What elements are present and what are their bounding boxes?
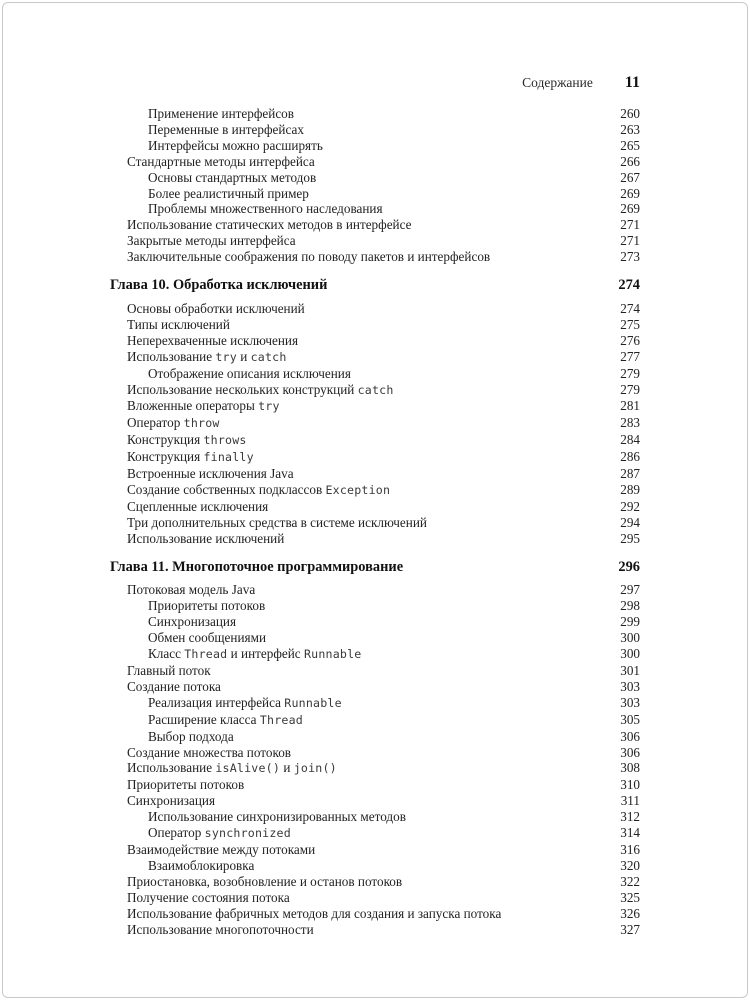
code-token: isAlive() (215, 761, 281, 776)
code-token: finally (203, 450, 254, 465)
toc-entry-page: 267 (620, 169, 640, 185)
toc-entry-row (110, 614, 640, 630)
toc-entry-page: 300 (620, 646, 640, 662)
toc-entry-row (110, 598, 640, 614)
toc-entry-title: Приоритеты потоков (127, 777, 245, 793)
toc-entry-title: Взаимодействие между потоками (127, 841, 316, 857)
toc-entry-row (110, 170, 640, 186)
toc-entry-row (110, 186, 640, 202)
toc-entry-page: 322 (620, 873, 640, 889)
toc-entry-page: 260 (620, 106, 640, 121)
toc-entry-row (110, 201, 640, 217)
toc-chapter-row (110, 278, 640, 294)
toc-entry-row (110, 646, 640, 663)
toc-entry-page: 311 (620, 793, 640, 809)
toc-entry-page: 296 (618, 558, 640, 575)
toc-entry-title: Получение состояния потока (127, 889, 290, 905)
toc-entry-page: 298 (620, 598, 640, 614)
toc-entry-title: Использование try и catch (127, 348, 287, 364)
toc-entry-title: Оператор synchronized (148, 825, 291, 841)
toc-entry-row (110, 729, 640, 745)
code-token: try (258, 399, 280, 414)
toc-entry-row (110, 122, 640, 138)
toc-entry-page: 273 (620, 249, 640, 265)
toc-entry-page: 284 (620, 432, 640, 448)
toc-entry-title: Класс Thread и интерфейс Runnable (148, 646, 362, 662)
toc-entry-page: 274 (618, 277, 640, 294)
toc-entry-page: 269 (620, 185, 640, 201)
toc-entry-row (110, 154, 640, 170)
toc-entry-row (110, 858, 640, 874)
toc-entry-row (110, 449, 640, 466)
toc-entry-page: 277 (620, 348, 640, 364)
toc-entry-row (110, 906, 640, 922)
toc-entry-title: Использование isAlive() и join() (127, 760, 337, 776)
toc-entry-row (110, 333, 640, 349)
toc-entry-title: Главный поток (127, 663, 211, 678)
toc-entry-page: 275 (620, 316, 640, 332)
code-token: catch (357, 382, 394, 397)
toc-entry-page: 271 (620, 217, 640, 233)
toc-entry-page: 287 (620, 466, 640, 482)
toc-entry-page: 271 (620, 233, 640, 249)
toc-entry-title: Приостановка, возобновление и останов потоков (127, 873, 403, 889)
toc-entry-row (110, 679, 640, 695)
toc-entry-page: 326 (620, 905, 640, 921)
toc-entry-title: Использование нескольких конструкций catch (127, 381, 394, 397)
toc-entry-row (110, 663, 640, 679)
toc-entry-page: 306 (620, 744, 640, 760)
toc-entry-row (110, 482, 640, 499)
toc-entry-page: 306 (620, 728, 640, 744)
code-token: join() (293, 761, 337, 776)
code-token: Exception (325, 482, 391, 497)
toc-entry-row (110, 890, 640, 906)
toc-entry-row (110, 922, 640, 938)
toc-entry-title: Интерфейсы можно расширять (148, 137, 323, 153)
toc-entry-title: Конструкция finally (127, 449, 254, 465)
toc-entry-page: 286 (620, 449, 640, 465)
toc-entry-title: Конструкция throws (127, 432, 247, 448)
running-head-title: Содержание (522, 75, 593, 90)
toc-entry-page: 281 (620, 398, 640, 414)
toc-entry-title: Отображение описания исключения (148, 365, 351, 381)
toc-entry-row (110, 874, 640, 890)
code-token: throw (183, 416, 220, 431)
toc-entry-title: Использование фабричных методов для создания и запуска потока (127, 905, 502, 921)
toc-entry-title: Закрытые методы интерфейса (127, 233, 296, 249)
toc-entry-row (110, 515, 640, 531)
code-token: Thread (184, 647, 228, 662)
toc-entry-title: Синхронизация (148, 614, 237, 630)
toc-entry-row (110, 398, 640, 415)
code-token: synchronized (204, 826, 291, 841)
toc-entry-row (110, 809, 640, 825)
code-token: try (215, 349, 237, 364)
toc-entry-title: Переменные в интерфейсах (148, 121, 304, 137)
toc-entry-title: Вложенные операторы try (127, 398, 280, 414)
toc-entry-row (110, 745, 640, 761)
toc-entry-title: Создание потока (127, 678, 221, 694)
toc-entry-page: 295 (620, 530, 640, 546)
toc-entry-title: Взаимоблокировка (148, 857, 255, 873)
toc-entry-row (110, 777, 640, 793)
toc-entry-title: Неперехваченные исключения (127, 332, 299, 348)
toc-entry-title: Приоритеты потоков (148, 598, 266, 614)
toc-entry-page: 289 (620, 481, 640, 497)
toc-chapter-row (110, 560, 640, 576)
toc-entry-row (110, 217, 640, 233)
toc-entry-title: Применение интерфейсов (148, 106, 295, 121)
toc-entry-page: 308 (620, 760, 640, 776)
toc-entry-title: Использование исключений (127, 530, 285, 546)
toc-entry-row (110, 301, 640, 317)
toc-entry-page: 320 (620, 857, 640, 873)
code-token: Runnable (284, 695, 342, 710)
toc-entry-row (110, 630, 640, 646)
toc-entry-row (110, 366, 640, 382)
toc-entry-page: 279 (620, 365, 640, 381)
toc-entry-title: Расширение класса Thread (148, 711, 303, 727)
toc-entry-page: 263 (620, 121, 640, 137)
toc-entry-page: 310 (620, 777, 640, 793)
toc-entry-page: 300 (620, 630, 640, 646)
toc-entry-title: Более реалистичный пример (148, 185, 309, 201)
toc-entry-title: Основы обработки исключений (127, 300, 305, 316)
toc-entry-row (110, 432, 640, 449)
toc-entry-title: Создание множества потоков (127, 744, 292, 760)
toc-entry-row (110, 760, 640, 777)
toc-entry-page: 297 (620, 582, 640, 598)
toc-entry-page: 274 (620, 300, 640, 316)
toc-entry-row (110, 712, 640, 729)
toc-entry-row (110, 825, 640, 842)
toc-entry-page: 305 (620, 711, 640, 727)
toc-entry-row (110, 249, 640, 265)
toc-entry-title: Стандартные методы интерфейса (127, 153, 315, 169)
toc-entry-page: 283 (620, 415, 640, 431)
toc-entry-title: Синхронизация (127, 793, 216, 809)
toc-entry-row (110, 793, 640, 809)
toc-entry-page: 276 (620, 332, 640, 348)
toc-entry-row (110, 382, 640, 399)
toc-entry-title: Типы исключений (127, 316, 230, 332)
toc-entry-page: 325 (620, 889, 640, 905)
toc-entry-title: Выбор подхода (148, 728, 234, 744)
toc-entry-title: Потоковая модель Java (127, 582, 256, 598)
toc-entry-title: Основы стандартных методов (148, 169, 317, 185)
toc-entry-title: Три дополнительных средства в системе исключений (127, 514, 427, 530)
toc-entry-page: 265 (620, 137, 640, 153)
toc-entry-row (110, 415, 640, 432)
toc-entry-title: Встроенные исключения Java (127, 466, 294, 482)
toc-entry-row (110, 842, 640, 858)
code-token: Runnable (303, 647, 362, 662)
code-token: throws (203, 433, 247, 448)
toc-entry-row (110, 695, 640, 712)
toc-entry-page: 266 (620, 153, 640, 169)
toc-entry-title: Глава 11. Многопоточное программирование (110, 559, 404, 575)
toc-entry-page: 303 (620, 678, 640, 694)
toc-entry-row (110, 531, 640, 547)
toc-entry-page: 279 (620, 381, 640, 397)
toc-entry-row (110, 349, 640, 366)
running-head-page-number: 11 (624, 74, 640, 91)
toc-entry-row (110, 582, 640, 598)
toc-entry-title: Обмен сообщениями (148, 630, 266, 646)
toc-entry-title: Использование синхронизированных методов (148, 809, 406, 825)
toc-entry-row (110, 106, 640, 122)
toc-entry-title: Сцепленные исключения (127, 498, 269, 514)
toc-entry-page: 269 (620, 201, 640, 217)
toc-entry-page: 314 (620, 825, 640, 841)
toc-entry-title: Использование статических методов в интерфейсе (127, 217, 412, 233)
toc-entry-row (110, 138, 640, 154)
toc-entry-title: Создание собственных подклассов Exception (127, 481, 391, 497)
toc-entry-title: Оператор throw (127, 415, 220, 431)
toc-entry-page: 292 (620, 498, 640, 514)
code-token: Thread (259, 712, 303, 727)
toc-entry-row (110, 317, 640, 333)
toc-entry-row (110, 499, 640, 515)
toc-entry-page: 301 (620, 663, 640, 678)
toc-entry-page: 327 (620, 921, 640, 937)
toc-list (110, 106, 640, 937)
toc-entry-page: 312 (620, 809, 640, 825)
toc-entry-row (110, 466, 640, 482)
code-token: catch (250, 349, 287, 364)
toc-entry-title: Реализация интерфейса Runnable (148, 694, 342, 710)
toc-entry-row (110, 233, 640, 249)
toc-entry-page: 316 (620, 841, 640, 857)
toc-entry-title: Использование многопоточности (127, 921, 314, 937)
toc-entry-title: Глава 10. Обработка исключений (110, 278, 328, 294)
toc-entry-title: Проблемы множественного наследования (148, 201, 383, 217)
toc-entry-page: 303 (620, 694, 640, 710)
toc-page (110, 0, 640, 1000)
toc-entry-page: 299 (620, 614, 640, 630)
running-head (110, 0, 640, 92)
toc-entry-title: Заключительные соображения по поводу пакетов и интерфейсов (127, 249, 491, 265)
toc-entry-page: 294 (620, 514, 640, 530)
